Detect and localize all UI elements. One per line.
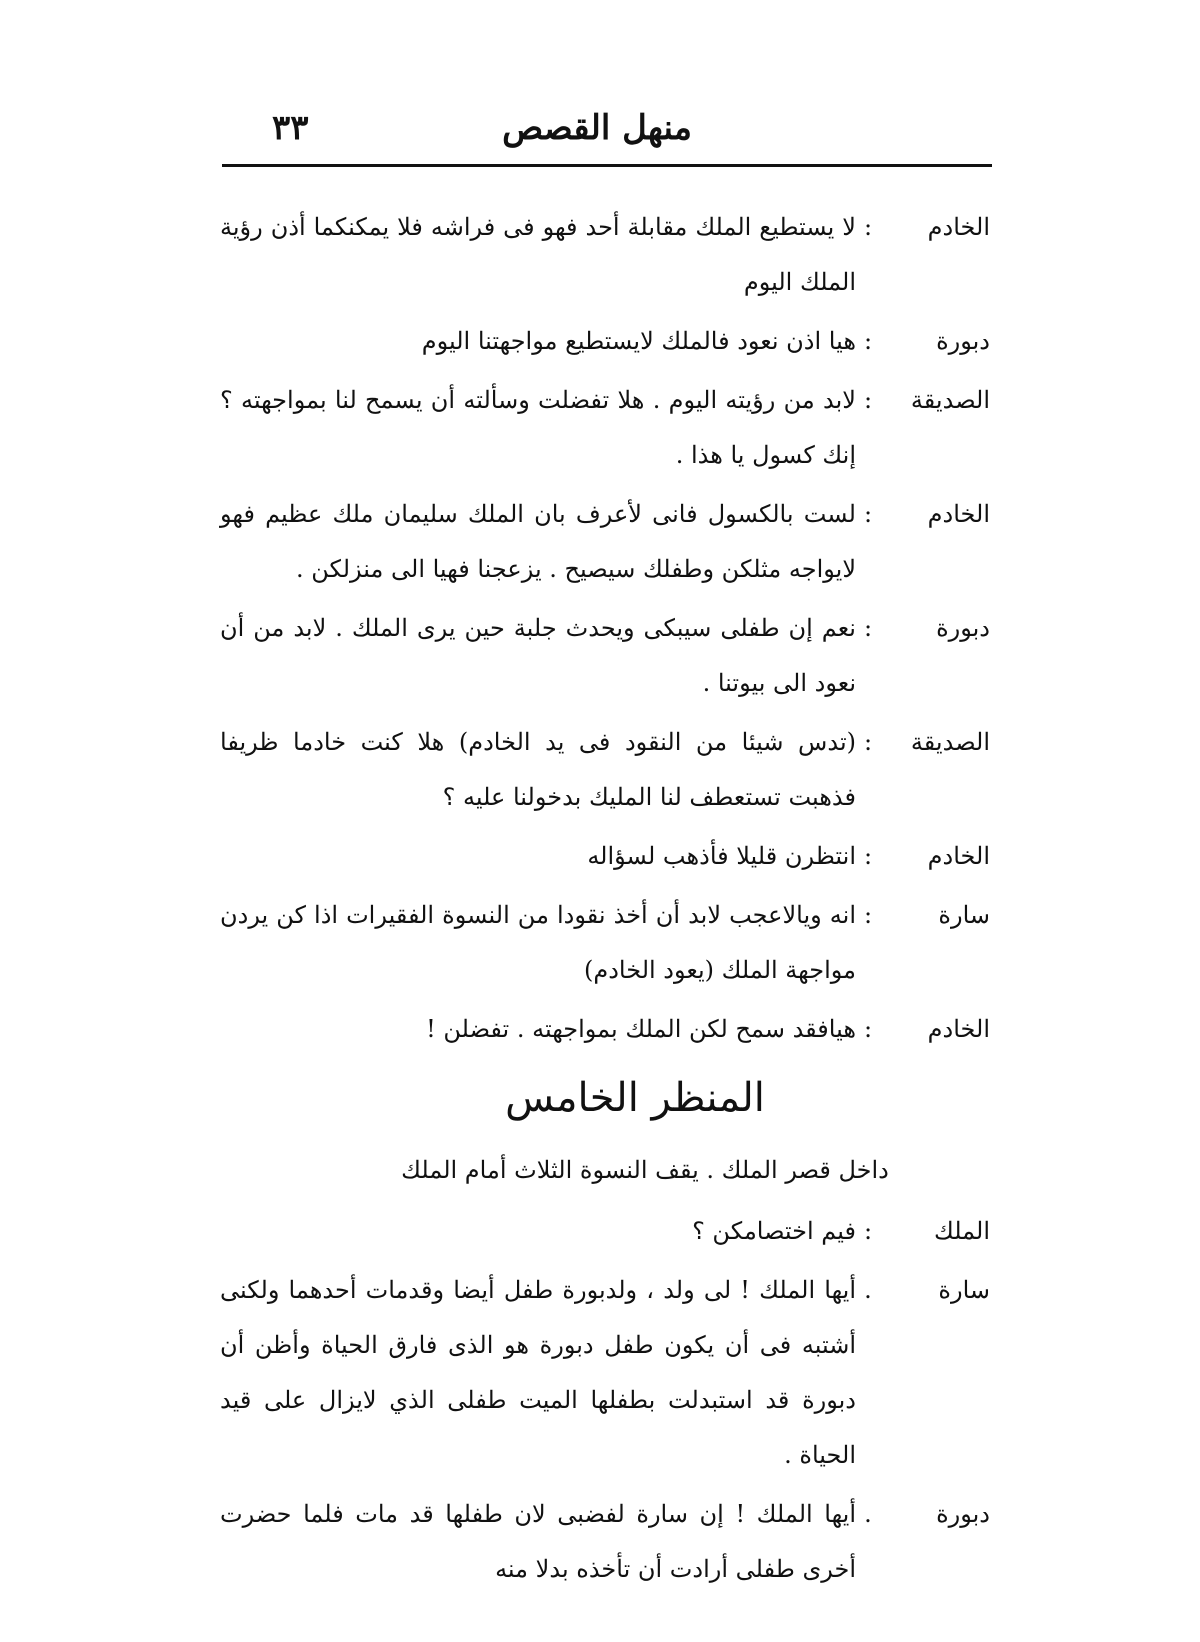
- speaker-separator: :: [863, 213, 873, 241]
- dialogue-line: [220, 1263, 990, 1483]
- dialogue-text: هيا اذن نعود فالملك لايستطيع مواجهتنا اليوم: [421, 327, 856, 355]
- dialogue-line: [220, 314, 990, 369]
- scene-title: المنظر الخامس: [505, 1075, 765, 1121]
- dialogue-line: [220, 1204, 990, 1259]
- dialogue-text: لا يستطيع الملك مقابلة أحد فهو فى فراشه فلا يمكنكما أذن رؤية الملك اليوم: [220, 213, 856, 296]
- page-number: ٣٣: [272, 108, 309, 148]
- speaker-separator: .: [864, 1500, 872, 1528]
- speaker-separator: :: [863, 327, 873, 355]
- speaker-name: سارة: [938, 901, 990, 929]
- speaker-separator: :: [863, 1015, 873, 1043]
- dialogue-text: هيافقد سمح لكن الملك بمواجهته . تفضلن !: [426, 1015, 856, 1043]
- speaker-name: الخادم: [927, 213, 990, 241]
- dialogue-text: أيها الملك ! إن سارة لفضبى لان طفلها قد مات فلما حضرت أخرى طفلى أرادت أن تأخذه بدلا منه: [220, 1500, 856, 1583]
- page-header: [222, 108, 992, 158]
- dialogue-text: لابد من رؤيته اليوم . هلا تفضلت وسألته أن يسمح لنا بمواجهته ؟ إنك كسول يا هذا .: [220, 386, 856, 469]
- speaker-separator: :: [863, 728, 873, 756]
- dialogue-line: [220, 487, 990, 597]
- dialogue-line: [220, 601, 990, 711]
- speaker-name: سارة: [938, 1276, 990, 1304]
- dialogue-text: لست بالكسول فانى لأعرف بان الملك سليمان ملك عظيم فهو لايواجه مثلكن وطفلك سيصيح . يزعجنا فهيا الى منزلكن .: [220, 500, 856, 583]
- speaker-separator: :: [863, 1217, 873, 1245]
- speaker-name: الخادم: [927, 842, 990, 870]
- dialogue-text: فيم اختصامكن ؟: [692, 1217, 856, 1245]
- speaker-separator: .: [864, 1276, 872, 1304]
- running-title: منهل القصص: [502, 108, 692, 148]
- speaker-name: دبورة: [936, 327, 990, 355]
- speaker-separator: :: [863, 500, 873, 528]
- dialogue-text: أيها الملك ! لى ولد ، ولدبورة طفل أيضا وقدمات أحدهما ولكنى أشتبه فى أن يكون طفل دبورة هو الذى فارق الحياة وأظن أن دبورة قد استبدلت بطفلها الميت طفلى الذي لايزال على قيد الحياة .: [220, 1276, 856, 1469]
- dialogue-line: [220, 1002, 990, 1057]
- speaker-name: دبورة: [936, 614, 990, 642]
- dialogue-text: (تدس شيئا من النقود فى يد الخادم) هلا كنت خادما ظريفا فذهبت تستعطف لنا المليك بدخولنا عليه ؟: [220, 728, 856, 811]
- speaker-separator: :: [863, 386, 873, 414]
- speaker-name: الخادم: [927, 1015, 990, 1043]
- dialogue-line: [220, 829, 990, 884]
- speaker-separator: :: [863, 842, 873, 870]
- dialogue-line: [220, 888, 990, 998]
- speaker-name: الملك: [933, 1217, 990, 1245]
- speaker-name: الخادم: [927, 500, 990, 528]
- speaker-separator: :: [863, 901, 873, 929]
- dialogue-line: [220, 715, 990, 825]
- page-body: [220, 200, 990, 1601]
- header-rule: [222, 164, 992, 167]
- speaker-name: الصديقة: [910, 728, 990, 756]
- dialogue-text: نعم إن طفلى سيبكى ويحدث جلبة حين يرى الملك . لابد من أن نعود الى بيوتنا .: [220, 614, 856, 697]
- dialogue-text: انتظرن قليلا فأذهب لسؤاله: [587, 842, 856, 870]
- speaker-name: الصديقة: [910, 386, 990, 414]
- dialogue-line: [220, 200, 990, 310]
- dialogue-line: [220, 1487, 990, 1597]
- speaker-separator: :: [863, 614, 873, 642]
- speaker-name: دبورة: [936, 1500, 990, 1528]
- dialogue-line: [220, 373, 990, 483]
- scene-description: داخل قصر الملك . يقف النسوة الثلاث أمام الملك: [401, 1156, 889, 1184]
- dialogue-text: انه ويالاعجب لابد أن أخذ نقودا من النسوة الفقيرات اذا كن يردن مواجهة الملك (يعود الخادم): [220, 901, 856, 984]
